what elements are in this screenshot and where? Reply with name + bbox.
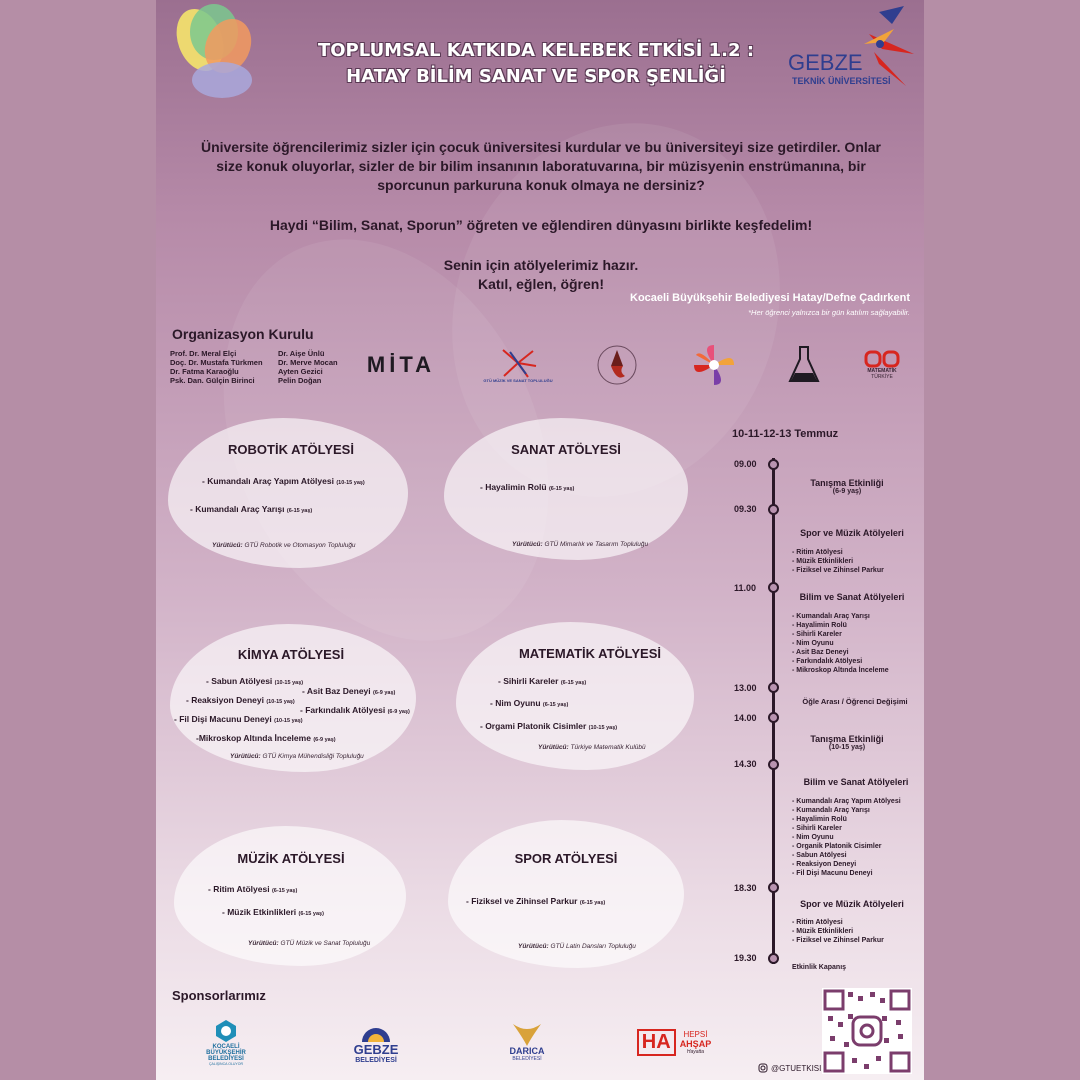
kimya-workshop-title: KİMYA ATÖLYESİ [237, 647, 345, 662]
burst-icon [498, 348, 538, 378]
schedule-block-list [792, 548, 884, 575]
intro-paragraph-2: Haydi “Bilim, Sanat, Sporun” öğreten ve eğlendiren dünyasını birlikte keşfedelim! [269, 217, 813, 233]
workshop-lead-label: Yürütücü: [248, 940, 279, 947]
schedule-item: - Fil Dişi Macunu Deneyi [792, 870, 873, 877]
timeline-dot [768, 504, 779, 515]
workshop-lead [518, 943, 636, 950]
venue-note: *Her öğrenci yalnızca bir gün katılım sağlayabilir. [748, 308, 910, 317]
dancer-icon [597, 342, 637, 388]
organizer-name: Dr. Aişe Ünlü [278, 349, 325, 358]
workshop-item [202, 476, 365, 486]
workshop-item-age: (10-15 yaş) [588, 725, 618, 731]
flask-icon [787, 343, 821, 387]
schedule-block-label: Tanışma Etkinliği [810, 734, 884, 744]
workshop-item-age: (6-15 yaş) [560, 680, 587, 686]
schedule-item: - Müzik Etkinlikleri [792, 928, 854, 935]
schedule-block-list [792, 797, 901, 878]
workshop-item-age: (6-15 yaş) [548, 486, 575, 492]
schedule-item: - Müzik Etkinlikleri [792, 558, 854, 565]
timeline-dot [768, 582, 779, 593]
timeline-time: 13.00 [734, 683, 757, 693]
workshop-item-label: - Hayalimin Rolü [480, 482, 547, 492]
organization-column-1 [170, 349, 263, 385]
schedule-item: - Ritim Atölyesi [792, 549, 843, 556]
schedule-block-title: Spor ve Müzik Atölyeleri [800, 899, 904, 909]
schedule-item: - Hayalimin Rolü [792, 622, 847, 629]
workshop-lead-name: GTÜ Robotik ve Otomasyon Topluluğu [244, 542, 356, 549]
sponsor-text: BELEDİYESİ [355, 1057, 397, 1064]
workshop-item [480, 482, 574, 492]
schedule-item: - Fiziksel ve Zihinsel Parkur [792, 567, 884, 574]
workshop-item-age: (6-15 yaş) [579, 900, 606, 906]
schedule-dates: 10-11-12-13 Temmuz [732, 428, 839, 440]
workshop-item [490, 698, 568, 708]
matematik-turkiye-logo [856, 340, 908, 390]
turkiye-text: TÜRKİYE [871, 374, 893, 380]
sponsor-text: HA [637, 1029, 676, 1056]
workshop-item [480, 721, 617, 731]
workshop-item-label: - Fil Dişi Macunu Deneyi [174, 714, 272, 724]
workshop-item-label: - Müzik Etkinlikleri [222, 907, 297, 917]
instagram-handle-text: @GTUETKISI [771, 1063, 822, 1073]
organizer-name: Psk. Dan. Gülçin Birinci [170, 376, 255, 385]
hepsi-ahsap-sponsor-logo [624, 1010, 724, 1074]
organizer-name: Dr. Merve Mocan [278, 358, 338, 367]
sponsor-text: ÇALIŞINCA OLUYOR [208, 1062, 244, 1066]
sponsor-text: KOCAELİ [212, 1044, 240, 1050]
organization-column-2 [278, 349, 338, 385]
workshop-item-age: (6-15 yaş) [542, 702, 569, 708]
schedule-item: - Reaksiyon Deneyi [792, 861, 857, 868]
workshop-item-age: (10-15 yaş) [266, 699, 295, 705]
mita-logo [356, 340, 446, 390]
schedule-block-label: Tanışma Etkinliği [810, 478, 884, 488]
sponsor-text: GEBZE [353, 1042, 399, 1057]
workshop-lead [212, 542, 356, 549]
workshop-item-age: (10-15 yaş) [336, 480, 365, 486]
workshop-lead-label: Yürütücü: [230, 753, 261, 760]
kocaeli-emblem-icon [214, 1018, 238, 1044]
workshop-item [190, 504, 312, 514]
sponsor-text: BÜYÜKŞEHİR [206, 1050, 246, 1056]
workshop-lead-name: GTÜ Mimarlık ve Tasarım Topluluğu [544, 541, 649, 548]
workshop-lead-label: Yürütücü: [512, 541, 543, 548]
poster [156, 0, 924, 1080]
sponsor-text: DARICA [509, 1046, 545, 1056]
schedule-item: - Sabun Atölyesi [792, 852, 847, 859]
timeline-dot [768, 682, 779, 693]
timeline-time: 14.00 [734, 713, 757, 723]
schedule-item: - Fiziksel ve Zihinsel Parkur [792, 937, 884, 944]
workshop-lead [512, 541, 648, 548]
organizer-name: Dr. Fatma Karaoğlu [170, 367, 239, 376]
schedule-item: - Kumandalı Araç Yarışı [792, 807, 870, 814]
sponsors-title: Sponsorlarımız [172, 988, 266, 1003]
workshop-item [498, 676, 586, 686]
gebze-logo-subtext: TEKNİK ÜNİVERSİTESİ [792, 76, 891, 86]
intro-paragraph-1: Üniversite öğrencilerimiz sizler için çocuk üniversitesi kurdular ve bu üniversiteyi size getirdiler. Onlar size konuk oluyorlar, sizler de bir bilim insanının laboratuvarına, bir müzisyenin enstrümanına, bir sporcunun parkuruna konuk olmaya ne dersiniz? [200, 139, 882, 193]
sponsor-text: HEPSİ [683, 1029, 708, 1039]
schedule-item: - Kumandalı Araç Yapım Atölyesi [792, 798, 901, 805]
timeline-time: 11.00 [734, 583, 757, 593]
workshop-lead-name: GTÜ Latin Dansları Topluluğu [550, 943, 636, 950]
schedule-item: - Kumandalı Araç Yarışı [792, 613, 870, 620]
intro-text [196, 138, 886, 294]
muzik-workshop-title: MÜZİK ATÖLYESİ [237, 851, 345, 866]
workshop-item-age: (10-15 yaş) [274, 680, 304, 686]
timeline-dot [768, 459, 779, 470]
flower-club-logo [688, 340, 740, 390]
schedule-item: - Farkındalık Atölyesi [792, 658, 863, 665]
organization-title: Organizasyon Kurulu [172, 326, 314, 342]
gebze-belediyesi-sponsor-logo [338, 1010, 414, 1074]
workshop-item-age: (6-15 yaş) [298, 911, 324, 917]
page-title [306, 38, 766, 90]
schedule-item: - Organik Platonik Cisimler [792, 843, 882, 850]
workshop-lead [230, 753, 364, 760]
workshop-item [222, 907, 324, 917]
timeline-dot [768, 882, 779, 893]
schedule-block-title: Bilim ve Sanat Atölyeleri [803, 777, 909, 787]
workshop-lead-label: Yürütücü: [538, 744, 569, 751]
gear-icon [358, 1020, 394, 1042]
sponsor-text: AHŞAP [679, 1038, 712, 1049]
venue-info [630, 292, 910, 317]
workshop-lead-name: Türkiye Matematik Kulübü [570, 744, 646, 751]
schedule-item: - Hayalimin Rolü [792, 816, 847, 823]
workshop-item-label: -Mikroskop Altında İnceleme [196, 733, 311, 743]
timeline-dot [768, 953, 779, 964]
timeline-time: 19.30 [734, 953, 757, 963]
workshop-item-age: (6-15 yaş) [286, 508, 313, 514]
chemistry-club-logo [784, 340, 824, 390]
workshop-item [300, 705, 410, 715]
sponsor-text: BELEDİYESİ [208, 1056, 244, 1062]
workshop-lead-label: Yürütücü: [518, 943, 549, 950]
workshop-item-age: (6-9 yaş) [387, 709, 410, 715]
schedule-block-title: Spor ve Müzik Atölyeleri [800, 528, 904, 538]
flower-icon [690, 341, 738, 389]
matematik-workshop-title: MATEMATİK ATÖLYESİ [518, 646, 662, 661]
organizer-name: Pelin Doğan [278, 376, 322, 385]
sponsor-text: Hayatta [686, 1048, 705, 1055]
workshop-lead-label: Yürütücü: [212, 542, 243, 549]
schedule-block-list [792, 612, 889, 675]
schedule-item: - Nim Oyunu [792, 640, 834, 647]
workshop-item-label: - Nim Oyunu [490, 698, 541, 708]
workshop-item [186, 695, 295, 705]
timeline-time: 14.30 [734, 759, 757, 769]
timeline-time: 09.30 [734, 504, 757, 514]
timeline-time: 09.00 [734, 459, 757, 469]
instagram-icon [758, 1063, 768, 1073]
schedule-item: - Sihirli Kareler [792, 825, 842, 832]
organizer-name: Doç. Dr. Mustafa Türkmen [170, 358, 263, 367]
workshop-item [206, 676, 303, 686]
intro-paragraph-3a: Senin için atölyelerimiz hazır. [443, 257, 639, 273]
organizer-name: Prof. Dr. Meral Elçi [170, 349, 237, 358]
timeline-time: 18.30 [734, 883, 757, 893]
schedule-block-title [792, 734, 902, 751]
title-line-1: TOPLUMSAL KATKIDA KELEBEK ETKİSİ 1.2 : [317, 40, 755, 61]
darica-emblem-icon [509, 1022, 545, 1046]
dance-club-logo [594, 340, 640, 390]
workshop-item-age: (6-9 yaş) [313, 737, 336, 743]
schedule-block-list [792, 918, 884, 945]
instagram-handle[interactable] [758, 1063, 821, 1073]
workshop-item [208, 884, 297, 894]
schedule-block-age: (6-9 yaş) [832, 488, 862, 495]
workshop-item-label: - Kumandalı Araç Yarışı [190, 504, 285, 514]
matematik-text: MATEMATİK [867, 368, 897, 374]
schedule-item: - Sihirli Kareler [792, 631, 842, 638]
mita-logo-text: MİTA [366, 352, 436, 377]
timeline-dot [768, 712, 779, 723]
gtu-music-club-text: GTÜ MÜZİK VE SANAT TOPLULUĞU [483, 377, 553, 383]
timeline-dot [768, 759, 779, 770]
workshop-item-label: - Fiziksel ve Zihinsel Parkur [466, 896, 578, 906]
workshop-item-label: - Sihirli Kareler [498, 676, 559, 686]
schedule-item: - Nim Oyunu [792, 834, 834, 841]
workshop-item-age: (10-15 yaş) [274, 718, 303, 724]
butterfly-logo-icon [170, 2, 256, 102]
workshop-item [302, 686, 395, 696]
venue-name: Kocaeli Büyükşehir Belediyesi Hatay/Defne Çadırkent [630, 292, 910, 304]
workshop-item-label: - Sabun Atölyesi [206, 676, 273, 686]
workshop-item-age: (6-15 yaş) [271, 888, 298, 894]
gtu-music-club-logo [478, 340, 558, 390]
sanat-workshop-title: SANAT ATÖLYESİ [511, 442, 621, 457]
workshop-item-label: - Ritim Atölyesi [208, 884, 270, 894]
gebze-logo-text: GEBZE [788, 50, 863, 75]
workshop-item-label: - Orgami Platonik Cisimler [480, 721, 587, 731]
schedule-item: - Asit Baz Deneyi [792, 649, 849, 656]
intro-paragraph-3b: Katıl, eğlen, öğren! [477, 276, 604, 292]
schedule-block-title [792, 478, 902, 495]
workshop-item-label: - Asit Baz Deneyi [302, 686, 371, 696]
spor-workshop-title: SPOR ATÖLYESİ [514, 851, 618, 866]
workshop-lead [248, 940, 370, 947]
schedule-block-title: Etkinlik Kapanış [791, 964, 847, 971]
schedule-block-title: Öğle Arası / Öğrenci Değişimi [802, 697, 908, 706]
workshop-lead [538, 744, 646, 751]
organizer-name: Ayten Gezici [278, 367, 323, 376]
workshop-item-label: - Farkındalık Atölyesi [300, 705, 386, 715]
schedule-item: - Ritim Atölyesi [792, 919, 843, 926]
workshop-item [466, 896, 605, 906]
workshop-lead-name: GTÜ Kimya Mühendisliği Topluluğu [262, 753, 364, 760]
title-line-2: HATAY BİLİM SANAT VE SPOR ŞENLİĞİ [346, 66, 726, 87]
workshop-lead-name: GTÜ Müzik ve Sanat Topluluğu [280, 940, 371, 947]
darica-sponsor-logo [490, 1010, 564, 1074]
workshop-item-label: - Reaksiyon Deneyi [186, 695, 264, 705]
sponsor-text: BELEDİYESİ [512, 1056, 542, 1062]
infinity-icon [864, 350, 900, 368]
schedule-block-title: Bilim ve Sanat Atölyeleri [799, 592, 905, 602]
robotik-workshop-title: ROBOTİK ATÖLYESİ [228, 442, 354, 457]
kocaeli-sponsor-logo [186, 1010, 266, 1074]
workshop-item-label: - Kumandalı Araç Yapım Atölyesi [202, 476, 334, 486]
workshop-item [174, 714, 303, 724]
schedule-item: - Mikroskop Altında İnceleme [792, 667, 889, 674]
schedule-block-age: (10-15 yaş) [828, 744, 866, 751]
workshop-item-age: (6-9 yaş) [373, 690, 396, 696]
qr-code-icon[interactable] [822, 988, 912, 1074]
hepsi-ahsap-text-group [680, 1030, 712, 1055]
workshop-item [196, 733, 336, 743]
